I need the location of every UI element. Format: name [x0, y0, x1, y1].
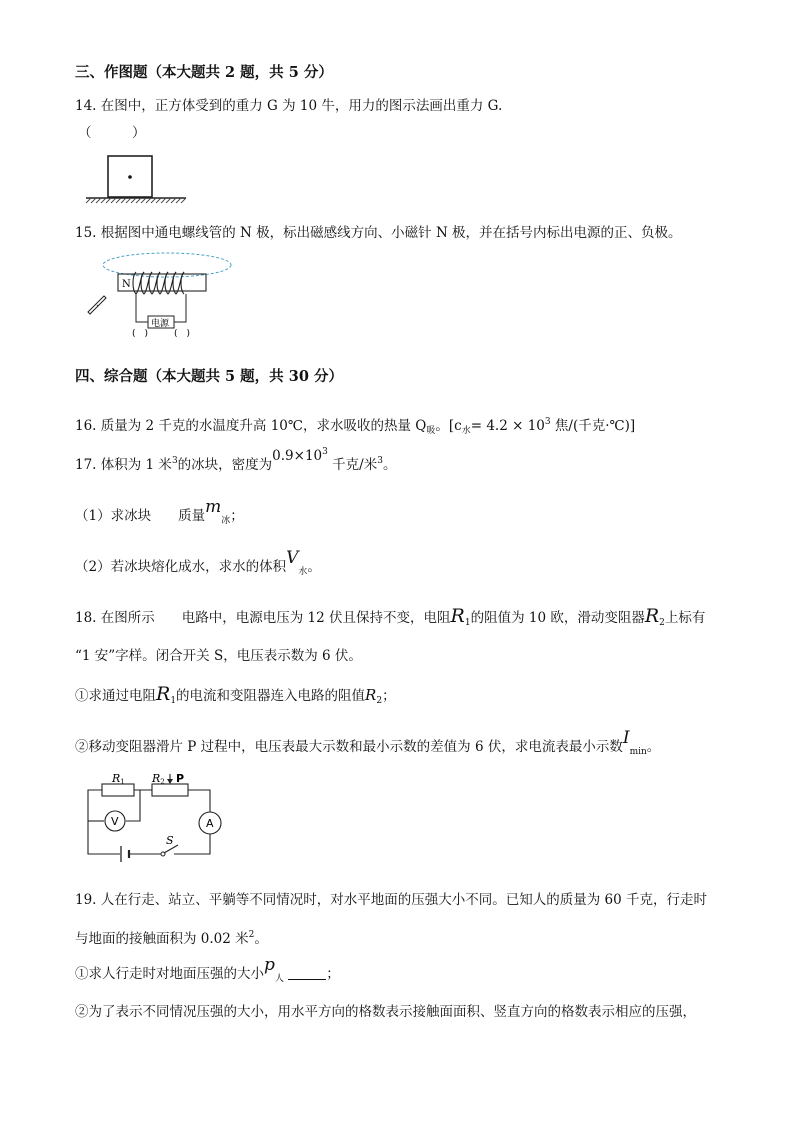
- ammeter-label: A: [206, 817, 214, 830]
- fig-r1-label: R1: [112, 772, 125, 786]
- q18-l1a: 18. 在图所示 电路中，电源电压为 12 伏且保持不变，电阻: [75, 610, 451, 626]
- q19-line4: ②为了表示不同情况压强的大小，用水平方向的格数表示接触面面积、竖直方向的格数表示相应的压强，: [75, 1004, 696, 1020]
- q18-imin: I: [622, 728, 630, 748]
- q17-part1: [75, 497, 244, 530]
- q19-line1: 19. 人在行走、站立、平躺等不同情况时，对水平地面的压强大小不同。已知人的质量为 60 千克，行走时: [75, 892, 708, 908]
- q18-l3-r1-sub: 1: [170, 696, 177, 706]
- fig-p-label: P: [176, 772, 185, 785]
- q15-solenoid-figure: [78, 246, 238, 342]
- slider-p-arrow: [167, 779, 173, 784]
- q18-l1b: 的阻值为 10 欧，滑动变阻器: [470, 610, 645, 626]
- q18-l3b: 的电流和变阻器连入电路的阻值: [176, 688, 366, 704]
- q19-l2-end: 。: [254, 931, 268, 947]
- q18-r2-sub: 2: [659, 618, 665, 628]
- q18-r1-sub: 1: [464, 618, 471, 628]
- q16-text: 16. 质量为 2 千克的水温度升高 10℃，求水吸收的热量 Q: [75, 418, 427, 434]
- q18-imin-sub: min: [629, 747, 647, 757]
- q17-p2-var: V: [286, 548, 299, 568]
- q18-line2: “1 安”字样。闭合开关 S，电压表示数为 6 伏。: [75, 648, 362, 664]
- q19-l2-exp: 2: [248, 930, 255, 940]
- section-3-title: 三、作图题（本大题共 2 题，共 5 分）: [75, 64, 333, 81]
- q18-l1c: 上标有: [664, 610, 706, 626]
- q18-l4a: ②移动变阻器滑片 P 过程中，电压表最大示数和最小示数的差值为 6 伏，求电流表最小示数: [75, 739, 623, 755]
- q18-circuit-figure: [78, 772, 238, 866]
- switch-s-label: S: [166, 834, 174, 847]
- q16-line: [75, 413, 635, 440]
- q17-density: $0.9\times 10^3$: [272, 447, 328, 464]
- q19-line3: [75, 955, 340, 988]
- q19-p-var: p: [264, 955, 275, 975]
- q18-line3: [75, 685, 396, 710]
- q16-c-text: 。[c: [435, 418, 462, 434]
- q16-c-unit: 焦/(千克·℃)]: [550, 418, 636, 434]
- ground-hatching: [86, 198, 186, 203]
- q15-text: 15. 根据图中通电螺线管的 N 极，标出磁感线方向、小磁针 N 极，并在括号内标出电源的正、负极。: [75, 225, 682, 241]
- q17-p1-text: （1）求冰块 质量: [75, 508, 206, 524]
- q17-text-b: 的冰块，密度为: [177, 457, 273, 473]
- q16-c-exponent: 3: [544, 417, 551, 427]
- q17-p1-end: ；: [230, 508, 244, 524]
- q14-cube-figure: [80, 150, 190, 212]
- q18-l3-r1: R: [156, 683, 171, 705]
- q18-line1: [75, 607, 705, 632]
- q17-text-d: 。: [382, 457, 397, 473]
- q17-p2-end: 。: [307, 559, 321, 575]
- source-right-paren: ( ): [174, 329, 191, 339]
- q18-r2: R: [644, 605, 660, 627]
- resistor-r1: [102, 784, 134, 796]
- q18-l3-r2: R: [365, 686, 377, 704]
- q16-c-subscript: 水: [461, 426, 471, 436]
- q19-answer-blank[interactable]: [288, 967, 326, 980]
- section-4-title: 四、综合题（本大题共 5 题，共 30 分）: [75, 368, 343, 385]
- solenoid-n-label: N: [122, 279, 131, 290]
- rheostat-r2: [152, 784, 188, 796]
- q18-r1: R: [450, 605, 465, 627]
- q18-l3c: ；: [382, 688, 396, 704]
- compass-needle: [88, 296, 106, 314]
- q18-l3-r2-sub: 2: [376, 696, 383, 706]
- q16-q-subscript: 吸: [426, 426, 436, 436]
- q17-exp-c: 3: [377, 456, 383, 466]
- q17-part2: [75, 548, 321, 581]
- q18-l3a: ①求通过电阻: [75, 688, 156, 704]
- q19-line2: [75, 926, 268, 948]
- q19-l3-end: ；: [326, 966, 340, 982]
- q16-c-value: = 4.2 × 10: [470, 418, 545, 434]
- q14-text: 14. 在图中，正方体受到的重力 G 为 10 牛，用力的图示法画出重力 G.: [75, 98, 503, 114]
- fig-r2-label: R2: [152, 772, 165, 786]
- q17-line: [75, 447, 397, 474]
- q17-exp-a: 3: [171, 456, 178, 466]
- q17-p2-sub: 水: [298, 567, 308, 577]
- q18-line4: [75, 728, 661, 761]
- q14-answer-paren: （ ）: [78, 125, 146, 141]
- power-source-label: 电源: [151, 319, 170, 329]
- q17-p2-text: （2）若冰块熔化成水，求水的体积: [75, 559, 287, 575]
- q17-text-c: 千克/米: [327, 457, 378, 473]
- voltmeter-label: V: [111, 815, 119, 828]
- q17-p1-sub: 冰: [221, 516, 231, 526]
- q19-l3a: ①求人行走时对地面压强的大小: [75, 966, 264, 982]
- cube-center-dot: [128, 175, 132, 179]
- q19-l2a: 与地面的接触面积为 0.02 米: [75, 931, 249, 947]
- source-left-paren: ( ): [132, 329, 149, 339]
- q17-p1-var: m: [205, 497, 222, 517]
- q18-l4-end: 。: [646, 739, 661, 755]
- q19-p-sub: 人: [274, 974, 284, 984]
- q17-text-a: 17. 体积为 1 米: [75, 457, 172, 473]
